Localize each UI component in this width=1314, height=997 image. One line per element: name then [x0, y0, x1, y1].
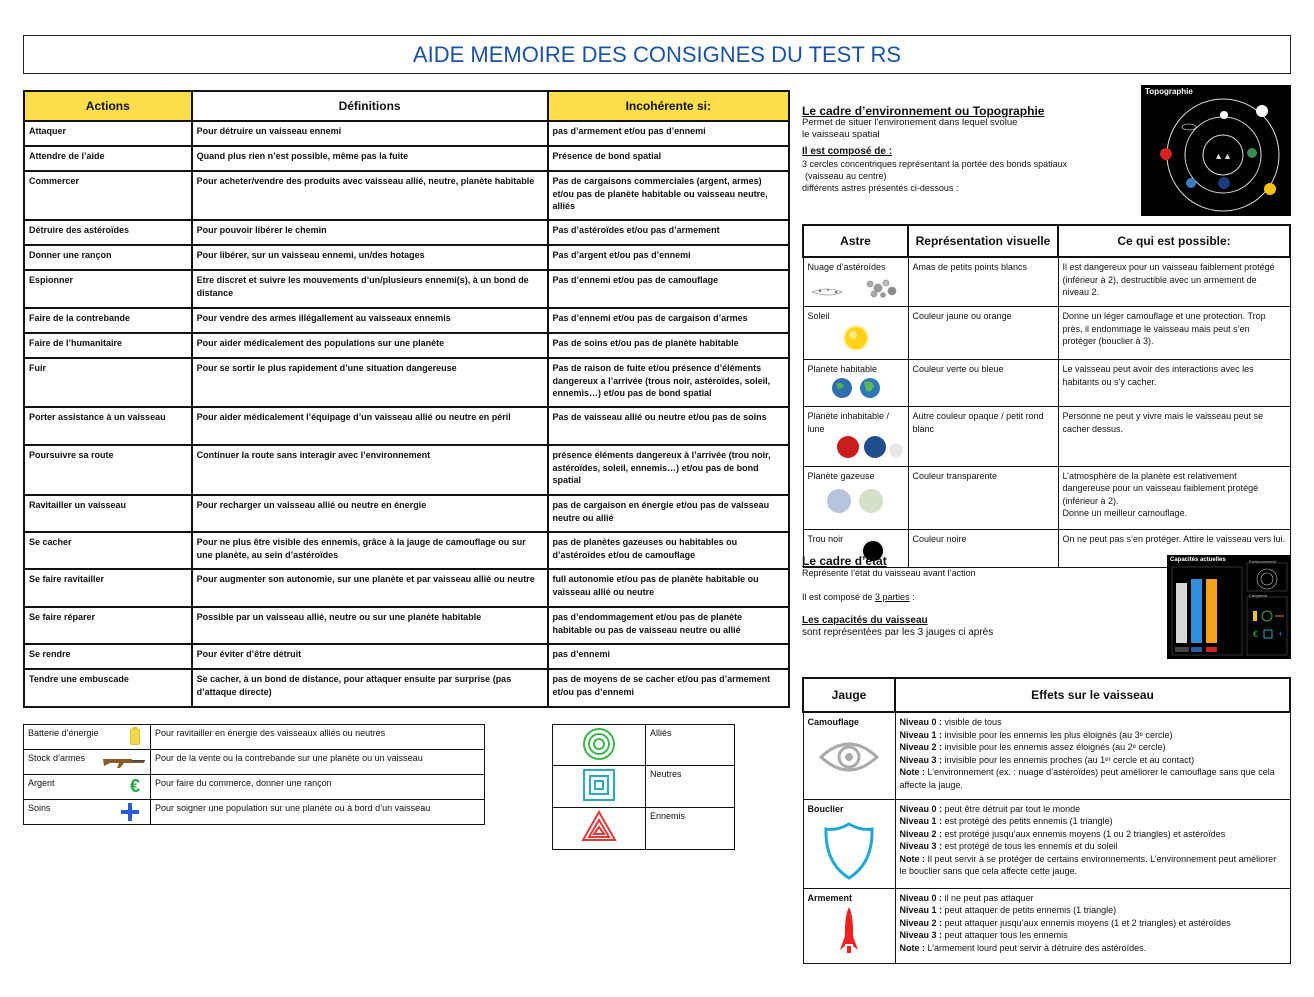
battery-icon	[130, 727, 140, 747]
cell-incoherent: Pas d’argent et/ou pas d’ennemi	[548, 245, 789, 270]
table-row	[24, 358, 789, 407]
cell-action: Poursuivre sa route	[24, 445, 192, 495]
topography-section	[802, 105, 1132, 194]
resource-desc: Pour de la vente ou la contrebande sur une planète ou un vaisseau	[151, 750, 485, 775]
cell-incoherent: Pas d’astéroïdes et/ou pas d’armement	[548, 220, 789, 245]
cell-incoherent: pas de moyens de se cacher et/ou pas d’armement et/ou pas d’ennemi	[548, 669, 789, 707]
astre-possible: On ne peut pas s’en protéger. Attire le vaisseau vers lui.	[1058, 529, 1290, 567]
resource-row	[24, 725, 485, 750]
asteroids-icon	[808, 274, 900, 300]
table-row	[24, 146, 789, 171]
cell-action: Attendre de l’aide	[24, 146, 192, 171]
cell-incoherent: Pas de raison de fuite et/ou présence d’éléments dangereux a l’arrivée (trous noir, astéroïdes, soleil, ennemis…) et/ou pas de bond spatial	[548, 358, 789, 407]
allies-cell	[553, 725, 646, 766]
capacities-desc: sont représentées par les 3 jauges ci après	[802, 627, 994, 638]
table-row	[24, 407, 789, 445]
state-image-label: Capacités actuelles	[1170, 557, 1226, 563]
cell-definition: Pour aider médicalement des populations sur une planète	[192, 333, 548, 358]
shield-icon	[823, 821, 875, 881]
factions-table	[552, 724, 735, 850]
euro-icon: €	[129, 776, 140, 796]
cell-action: Fuir	[24, 358, 192, 407]
resource-row	[24, 775, 485, 800]
header-possible: Ce qui est possible:	[1058, 225, 1290, 257]
actions-table	[23, 90, 790, 708]
sun-icon	[840, 323, 872, 353]
cell-incoherent: Pas d’ennemi et/ou pas de cargaison d’armes	[548, 308, 789, 333]
cell-action: Détruire des astéroïdes	[24, 220, 192, 245]
cell-definition: Pour se sortir le plus rapidement d’une situation dangereuse	[192, 358, 548, 407]
astre-possible: L’atmosphère de la planète est relativement dangereuse pour un vaisseau faiblement protégé (inférieur à 2). Donne un meilleur camouflage.	[1058, 466, 1290, 529]
triangles-icon	[581, 810, 617, 842]
jauge-effects: Niveau 0 : visible de tous Niveau 1 : invisible pour les ennemis les plus éloignés (au 3ᵉ cercle) Niveau 2 : invisible pour les ennemis assez éloignés (au 2ᵉ cercle) Niveau 3 : invisible pour les ennemis proches (au 1ᵉʳ cercle et au contact) Note : L’environnement (ex. : nuage d’astéroïdes) peut améliorer le camouflage sans que cela affecte la jauge.	[895, 712, 1290, 799]
state-heading: Le cadre d’état	[802, 554, 887, 568]
topography-line2: (vaisseau au centre)	[805, 171, 887, 181]
cell-definition: Pour recharger un vaisseau allié ou neutre en énergie	[192, 495, 548, 532]
cell-definition: Se cacher, à un bond de distance, pour attaquer ensuite par surprise (pas d’attaque directe)	[192, 669, 548, 707]
header-astre: Astre	[803, 225, 908, 257]
cell-action: Se rendre	[24, 644, 192, 669]
cell-action: Porter assistance à un vaisseau	[24, 407, 192, 445]
cell-action: Se faire ravitailler	[24, 569, 192, 607]
astre-visual: Autre couleur opaque / petit rond blanc	[908, 407, 1058, 467]
resource-name: Argent €	[24, 775, 151, 800]
state-image-label3: Cargaison	[1249, 593, 1268, 598]
cell-definition: Continuer la route sans interagir avec l’environnement	[192, 445, 548, 495]
state-image	[1167, 555, 1291, 659]
topography-heading: Le cadre d’environnement ou Topographie	[802, 104, 1045, 118]
topography-image	[1141, 85, 1291, 216]
cell-definition: Pour éviter d’être détruit	[192, 644, 548, 669]
astre-visual: Couleur jaune ou orange	[908, 307, 1058, 360]
cell-incoherent: Pas de vaisseau allié ou neutre et/ou pas de soins	[548, 407, 789, 445]
table-row	[24, 607, 789, 644]
astre-name: Planète gazeuse	[803, 466, 908, 529]
cell-definition: Pour pouvoir libérer le chemin	[192, 220, 548, 245]
resource-row	[24, 800, 485, 825]
resource-desc: Pour faire du commerce, donner une rançon	[151, 775, 485, 800]
table-row	[24, 495, 789, 532]
svg-text:€: €	[1253, 629, 1259, 639]
cell-definition: Etre discret et suivre les mouvements d’un/plusieurs ennemi(s), à un bond de distance	[192, 270, 548, 308]
resources-table	[23, 724, 485, 825]
astre-table	[802, 224, 1291, 568]
jauge-name: Camouflage	[803, 712, 895, 799]
cell-incoherent: Présence de bond spatial	[548, 146, 789, 171]
cell-definition: Pour libérer, sur un vaisseau ennemi, un/des hotages	[192, 245, 548, 270]
neutrals-label: Neutres	[646, 766, 735, 808]
cell-incoherent: full autonomie et/ou pas de planète habitable ou vaisseau allié ou neutre	[548, 569, 789, 607]
cell-definition: Pour acheter/vendre des produits avec vaisseau allié, neutre, planète habitable	[192, 171, 548, 220]
cell-definition: Possible par un vaisseau allié, neutre ou sur une planète habitable	[192, 607, 548, 644]
table-row	[24, 270, 789, 308]
astre-name: Planète habitable	[803, 360, 908, 407]
enemies-label: Ennemis	[646, 808, 735, 850]
header-incoherent: Incohérente si:	[548, 91, 789, 121]
cell-incoherent: pas de planètes gazeuses ou habitables ou d’astéroïdes et/ou de camouflage	[548, 532, 789, 569]
astre-name: Nuage d’astéroïdes	[803, 257, 908, 307]
header-effets: Effets sur le vaisseau	[895, 678, 1290, 712]
astre-name: Trou noir	[803, 529, 908, 567]
cell-incoherent: pas de cargaison en énergie et/ou pas de vaisseau neutre ou allié	[548, 495, 789, 532]
squares-icon	[582, 768, 616, 802]
jauge-name: Bouclier	[803, 799, 895, 888]
topography-line1: 3 cercles concentriques représentant la portée des bonds spatiaux	[802, 159, 1068, 169]
astre-visual: Couleur noire	[908, 529, 1058, 567]
resource-desc: Pour soigner une population sur une planète ou à bord d’un vaisseau	[151, 800, 485, 825]
cell-action: Commercer	[24, 171, 192, 220]
jauge-name: Armement	[803, 888, 895, 963]
resource-row	[24, 750, 485, 775]
astre-name: Soleil	[803, 307, 908, 360]
astre-possible: Le vaisseau peut avoir des interactions avec les habitants ou s’y cacher.	[1058, 360, 1290, 407]
astre-name: Planète inhabitable / lune	[803, 407, 908, 467]
astre-possible: Personne ne peut y vivre mais le vaisseau peut se cacher dessus.	[1058, 407, 1290, 467]
topography-composed: Il est composé de :	[802, 146, 893, 157]
cell-action: Ravitailler un vaisseau	[24, 495, 192, 532]
state-desc: Représente l’état du vaisseau avant l’action	[802, 568, 976, 578]
jauge-table	[802, 677, 1291, 964]
table-row	[24, 333, 789, 358]
capacities-heading: Les capacités du vaisseau	[802, 615, 928, 626]
allies-label: Alliés	[646, 725, 735, 766]
table-row	[24, 569, 789, 607]
resource-name: Batterie d’énergie	[24, 725, 151, 750]
jauge-effects: Niveau 0 : peut être détruit par tout le monde Niveau 1 : est protégé des petits ennemis (1 triangle) Niveau 2 : est protégé jusqu’aux ennemis moyens (1 ou 2 triangles) et astéroïdes Niveau 3 : est protégé de tous les ennemis et du soleil Note : Il peut servir à se protéger de certains environnements. L’environnement peut améliorer le bouclier sans que cela affecte cette jauge.	[895, 799, 1290, 888]
state-section	[802, 555, 1142, 639]
jauge-effects: Niveau 0 : il ne peut pas attaquer Niveau 1 : peut attaquer de petits ennemis (1 triangle) Niveau 2 : peut attaquer jusqu’aux ennemis moyens (1 et 2 triangles) et astéroïdes Niveau 3 : peut attaquer tous les ennemis Note : L’armement lourd peut servir à détruire des astéroïdes.	[895, 888, 1290, 963]
eye-icon	[818, 737, 880, 777]
astre-visual: Amas de petits points blancs	[908, 257, 1058, 307]
topography-line3: différents astres présentés ci-dessous :	[802, 183, 959, 193]
gauges-diagram	[1167, 555, 1291, 659]
header-jauge: Jauge	[803, 678, 895, 712]
topography-image-label: Topographie	[1145, 87, 1193, 96]
astre-visual: Couleur transparente	[908, 466, 1058, 529]
cell-action: Faire de la contrebande	[24, 308, 192, 333]
cell-action: Donner une rançon	[24, 245, 192, 270]
cell-definition: Pour vendre des armes illégallement au vaisseaux ennemis	[192, 308, 548, 333]
header-actions: Actions	[24, 91, 192, 121]
table-row	[24, 445, 789, 495]
cell-action: Tendre une embuscade	[24, 669, 192, 707]
resource-name: Soins	[24, 800, 151, 825]
state-composed: Il est composé de 3 parties :	[802, 592, 915, 602]
astre-possible: Il est dangereux pour un vaisseau faiblement protégé (inférieur à 2), destructible avec un armement de niveau 2.	[1058, 257, 1290, 307]
topography-desc1: Permet de situer l’environement dans lequel svolue	[802, 117, 1018, 128]
svg-text:▲▲: ▲▲	[1214, 151, 1232, 161]
cell-action: Faire de l’humanitaire	[24, 333, 192, 358]
cell-action: Espionner	[24, 270, 192, 308]
table-row	[24, 669, 789, 707]
cell-action: Se faire réparer	[24, 607, 192, 644]
table-row	[24, 220, 789, 245]
astre-possible: Donne un léger camouflage et une protection. Trop près, il endommage le vaisseau mais peut s’en protéger (bouclier à 3).	[1058, 307, 1290, 360]
circles-icon	[582, 727, 616, 761]
neutrals-cell	[553, 766, 646, 808]
astre-visual: Couleur verte ou bleue	[908, 360, 1058, 407]
cell-definition: Pour aider médicalement l’équipage d’un vaisseau allié ou neutre en péril	[192, 407, 548, 445]
cell-action: Attaquer	[24, 121, 192, 146]
table-row	[24, 532, 789, 569]
table-row	[24, 644, 789, 669]
table-row	[24, 308, 789, 333]
cell-definition: Pour détruire un vaisseau ennemi	[192, 121, 548, 146]
topography-desc2: le vaisseau spatial	[802, 129, 880, 140]
header-representation: Représentation visuelle	[908, 225, 1058, 257]
cell-action: Se cacher	[24, 532, 192, 569]
cell-incoherent: Pas de soins et/ou pas de planète habitable	[548, 333, 789, 358]
rifle-icon	[102, 755, 146, 771]
header-definitions: Définitions	[192, 91, 548, 121]
cell-incoherent: Pas d’ennemi et/ou pas de camouflage	[548, 270, 789, 308]
resource-name: Stock d’armes	[24, 750, 151, 775]
habitable-planets-icon	[828, 376, 884, 400]
cell-incoherent: pas d’armement et/ou pas d’ennemi	[548, 121, 789, 146]
orbit-diagram	[1141, 85, 1291, 216]
gas-planets-icon	[821, 488, 891, 514]
page-title: AIDE MEMOIRE DES CONSIGNES DU TEST RS	[23, 35, 1291, 74]
svg-text:+: +	[1278, 629, 1284, 639]
enemies-cell	[553, 808, 646, 850]
uninhabitable-planets-icon	[808, 435, 904, 459]
cell-definition: Pour augmenter son autonomie, sur une planète et par vaisseau allié ou neutre	[192, 569, 548, 607]
table-row	[24, 245, 789, 270]
table-row	[24, 171, 789, 220]
cross-icon	[120, 802, 140, 824]
cell-incoherent: présence éléments dangereux à l’arrivée (trou noir, astéroïdes, soleil, ennemis…) et/ou pas de bond spatial	[548, 445, 789, 495]
cell-definition: Quand plus rien n’est possible, même pas la fuite	[192, 146, 548, 171]
cell-incoherent: Pas de cargaisons commerciales (argent, armes) et/ou pas de planète habitable ou vaisseau neutre, alliés	[548, 171, 789, 220]
state-image-label2: Environnement	[1249, 559, 1276, 564]
cell-definition: Pour ne plus être visible des ennemis, grâce à la jauge de camouflage ou sur une planète, au sein d’astéroïdes	[192, 532, 548, 569]
cell-incoherent: pas d’ennemi	[548, 644, 789, 669]
cell-incoherent: pas d’endommagement et/ou pas de planète habitable ou pas de vaisseau neutre ou allié	[548, 607, 789, 644]
resource-desc: Pour ravitailler en énergie des vaisseaux alliés ou neutres	[151, 725, 485, 750]
table-row	[24, 121, 789, 146]
rocket-icon	[839, 906, 859, 956]
